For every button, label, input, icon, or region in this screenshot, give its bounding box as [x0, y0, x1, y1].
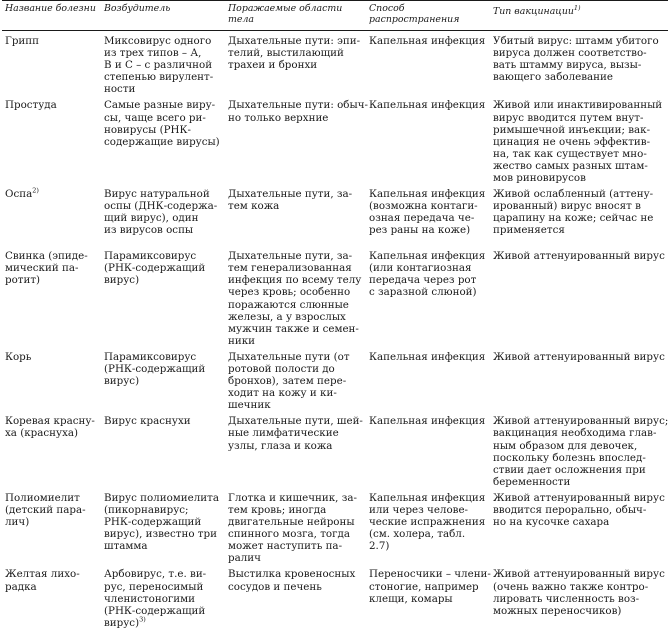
vaccination-cell — [490, 31, 668, 98]
disease-name-cell — [2, 248, 101, 349]
cell-line: или через челове- — [369, 504, 469, 516]
cell-line: степенью вирулент- — [104, 71, 214, 84]
disease-name-cell — [2, 186, 101, 248]
cell-line: Живой аттенуированный вирус — [493, 350, 665, 363]
cell-line: Дыхательные пути: эпи- — [228, 35, 361, 47]
cell-line: вать штамму вируса, вызы- — [493, 59, 642, 72]
disease-name-cell — [2, 490, 101, 567]
pathogen-cell — [101, 186, 225, 248]
table-row — [2, 566, 668, 630]
cell-line: Капельная инфекция — [369, 491, 486, 504]
affected-areas-cell — [225, 349, 366, 413]
cell-line: рез раны на коже) — [369, 224, 471, 237]
transmission-cell — [366, 490, 490, 567]
cell-line: через кровь; особенно — [228, 286, 351, 299]
cell-line: Вирус краснухи — [104, 415, 191, 428]
cell-line: трахеи и бронхи — [228, 59, 318, 72]
header-vaccination: Тип вакцинации$^{1)}$ — [490, 1, 668, 31]
cell-line: новирусы (РНК- — [104, 123, 191, 136]
cell-line: Живой аттенуированный вирус — [493, 491, 665, 504]
cell-line: Живой или инактивированный — [493, 99, 663, 112]
cell-line: (или контагиозная — [369, 262, 472, 275]
cell-line: Дыхательные пути, за- — [228, 188, 353, 201]
transmission-cell — [366, 31, 490, 98]
cell-line: телий, выстилающий — [228, 47, 344, 60]
cell-line: ха (краснуха) — [5, 427, 79, 440]
pathogen-cell — [101, 566, 225, 630]
affected-areas-cell — [225, 248, 366, 349]
cell-line: Коревая красну- — [5, 415, 95, 428]
footnote-marker: 3) — [139, 615, 146, 624]
transmission-cell — [366, 349, 490, 413]
cell-line: беременности — [493, 475, 571, 488]
affected-areas-cell — [225, 413, 366, 490]
cell-line: щий вирус), один — [104, 212, 199, 225]
cell-line: (возможна контаги- — [369, 200, 478, 213]
header-pathogen: Возбудитель — [101, 1, 225, 31]
cell-line: 2.7) — [369, 540, 390, 553]
affected-areas-cell — [225, 97, 366, 186]
cell-line: Оспа$^{2)}$ — [5, 186, 39, 201]
vaccination-cell — [490, 349, 668, 413]
cell-line: ческие испражнения — [369, 516, 486, 529]
cell-line: Парамиксовирус — [104, 250, 197, 263]
vaccination-cell — [490, 186, 668, 248]
cell-line: шечник — [228, 399, 271, 412]
cell-line: двигательные нейроны — [228, 516, 355, 529]
cell-line: Переносчики – члени- — [369, 568, 491, 581]
cell-line: Грипп — [5, 35, 39, 47]
cell-line: Полиомиелит — [5, 491, 80, 504]
table-row — [2, 490, 668, 567]
cell-line: ротовой полости до — [228, 362, 335, 375]
vaccination-cell — [490, 413, 668, 490]
cell-line: озная передача че- — [369, 212, 475, 225]
affected-areas-cell — [225, 186, 366, 248]
cell-line: (см. холера, табл. — [369, 528, 466, 541]
cell-line: ные лимфатические — [228, 427, 339, 440]
cell-line: вирус), известно три — [104, 528, 217, 541]
cell-line: тем генерализованная — [228, 262, 352, 275]
cell-line: Вирус полиомиелита — [104, 491, 219, 504]
cell-line: железы, а у взрослых — [228, 310, 346, 323]
cell-line: на, так как существует мно- — [493, 147, 647, 160]
cell-line: Парамиксовирус — [104, 350, 197, 363]
cell-line: вирус)$^{3)}$ — [104, 615, 146, 629]
cell-line: стоногие, например — [369, 580, 479, 593]
cell-line: содержащие вирусы) — [104, 135, 220, 148]
cell-line: Вирус натуральной — [104, 188, 210, 201]
cell-line: Миксовирус одного — [104, 35, 212, 47]
vaccination-cell — [490, 97, 668, 186]
cell-line: Самые разные виру- — [104, 99, 216, 112]
cell-line: тем кровь; иногда — [228, 504, 327, 516]
cell-line: жество самых разных штам- — [493, 159, 648, 172]
header-row — [2, 1, 668, 31]
cell-line: тем кожа — [228, 200, 280, 213]
cell-line: Свинка (эпиде- — [5, 250, 88, 263]
cell-line: мов риновирусов — [493, 172, 586, 185]
pathogen-cell — [101, 413, 225, 490]
disease-name-cell — [2, 31, 101, 98]
vaccination-cell — [490, 566, 668, 630]
cell-line: сы, чаще всего ри- — [104, 111, 206, 124]
cell-line: но на кусочке сахара — [493, 516, 610, 529]
table-row — [2, 349, 668, 413]
cell-line: В и С – с различной — [104, 59, 213, 72]
cell-line: из вирусов оспы — [104, 224, 194, 237]
cell-line: Живой аттенуированный вирус — [493, 250, 665, 263]
cell-line: Дыхательные пути, за- — [228, 250, 353, 263]
cell-line: Арбовирус, т.е. ви- — [104, 568, 207, 581]
pathogen-cell — [101, 31, 225, 98]
cell-line: ники — [228, 334, 256, 347]
cell-line: Глотка и кишечник, за- — [228, 491, 357, 504]
cell-line: но только верхние — [228, 111, 329, 124]
cell-line: ходит на кожу и ки- — [228, 387, 337, 400]
cell-line: Дыхательные пути: обыч- — [228, 99, 368, 112]
cell-line: (пикорнавирус; — [104, 504, 189, 516]
table-row — [2, 248, 668, 349]
cell-line: (очень важно также контро- — [493, 580, 649, 593]
table-row — [2, 97, 668, 186]
cell-line: Капельная инфекция — [369, 415, 486, 428]
cell-line: РНК-содержащий — [104, 516, 202, 529]
cell-line: вируса должен соответство- — [493, 47, 647, 60]
cell-line: вакцинация необходима глав- — [493, 427, 657, 440]
cell-line: римышечной инъекции; вак- — [493, 123, 651, 136]
cell-line: с заразной слюной) — [369, 286, 477, 299]
cell-line: Корь — [5, 350, 32, 363]
cell-line: царапину на коже; сейчас не — [493, 212, 654, 225]
cell-line: Капельная инфекция — [369, 250, 486, 263]
cell-line: можных переносчиков) — [493, 604, 622, 617]
cell-line: Выстилка кровеносных — [228, 568, 356, 581]
cell-line: оспы (ДНК-содержа- — [104, 200, 218, 213]
transmission-cell — [366, 186, 490, 248]
footnote-marker: 2) — [32, 186, 39, 195]
cell-line: клещи, комары — [369, 592, 453, 605]
disease-table — [2, 0, 668, 631]
pathogen-cell — [101, 349, 225, 413]
cell-line: Живой аттенуированный вирус; — [493, 415, 669, 428]
cell-line: членистоногими — [104, 592, 196, 605]
table-row — [2, 31, 668, 98]
cell-line: Живой аттенуированный вирус — [493, 568, 665, 581]
cell-line: ротит) — [5, 274, 41, 287]
vaccination-cell — [490, 248, 668, 349]
cell-line: (РНК-содержащий — [104, 362, 206, 375]
cell-line: может наступить па- — [228, 540, 343, 553]
disease-name-cell — [2, 413, 101, 490]
cell-line: вающего заболевание — [493, 71, 613, 84]
cell-line: бронхов), затем пере- — [228, 375, 347, 388]
transmission-cell — [366, 566, 490, 630]
affected-areas-cell — [225, 31, 366, 98]
cell-line: вирус) — [104, 375, 140, 388]
cell-line: цинация не очень эффектив- — [493, 135, 651, 148]
cell-line: мужчин также и семен- — [228, 322, 359, 335]
cell-line: ным образом для девочек, — [493, 439, 638, 452]
header-affected-areas: Поражаемые области тела — [225, 1, 366, 31]
cell-line: (детский пара- — [5, 504, 86, 516]
cell-line: лич) — [5, 516, 30, 529]
header-disease-name: Название болезни — [2, 1, 101, 31]
cell-line: узлы, глаза и кожа — [228, 439, 333, 452]
pathogen-cell — [101, 490, 225, 567]
vaccination-cell — [490, 490, 668, 567]
cell-line: Капельная инфекция — [369, 99, 486, 112]
cell-line: Дыхательные пути, шей- — [228, 415, 363, 428]
cell-line: вирус вводится путем внут- — [493, 111, 644, 124]
cell-line: Убитый вирус: штамм убитого — [493, 35, 659, 47]
cell-line: Простуда — [5, 99, 57, 112]
cell-line: Капельная инфекция — [369, 35, 486, 47]
cell-line: лировать численность воз- — [493, 592, 640, 605]
transmission-cell — [366, 413, 490, 490]
cell-line: мический па- — [5, 262, 79, 275]
cell-line: спинного мозга, тогда — [228, 528, 350, 541]
transmission-cell — [366, 248, 490, 349]
cell-line: сосудов и печень — [228, 580, 322, 593]
disease-name-cell — [2, 97, 101, 186]
cell-line: (РНК-содержащий — [104, 604, 206, 617]
cell-line: радка — [5, 580, 37, 593]
cell-line: ствии дает осложнения при — [493, 463, 646, 476]
cell-line: вирус) — [104, 274, 140, 287]
cell-line: ности — [104, 83, 136, 96]
cell-line: рус, переносимый — [104, 580, 204, 593]
disease-name-cell — [2, 566, 101, 630]
cell-line: (РНК-содержащий — [104, 262, 206, 275]
cell-line: Дыхательные пути (от — [228, 350, 350, 363]
affected-areas-cell — [225, 566, 366, 630]
cell-line: ралич — [228, 552, 261, 565]
cell-line: Капельная инфекция — [369, 188, 486, 201]
cell-line: штамма — [104, 540, 148, 553]
disease-name-cell — [2, 349, 101, 413]
cell-line: инфекция по всему телу — [228, 274, 362, 287]
table-row — [2, 186, 668, 248]
table-row — [2, 413, 668, 490]
header-transmission: Способ распространения — [366, 1, 490, 31]
pathogen-cell — [101, 97, 225, 186]
transmission-cell — [366, 97, 490, 186]
cell-line: вводится перорально, обыч- — [493, 504, 647, 516]
pathogen-cell — [101, 248, 225, 349]
cell-line: ированный) вирус вносят в — [493, 200, 641, 213]
cell-line: поскольку болезнь впослед- — [493, 451, 646, 464]
cell-line: Желтая лихо- — [5, 568, 80, 581]
cell-line: поражаются слюнные — [228, 298, 349, 311]
affected-areas-cell — [225, 490, 366, 567]
cell-line: Живой ослабленный (аттену- — [493, 188, 654, 201]
cell-line: Капельная инфекция — [369, 350, 486, 363]
cell-line: из трех типов – А, — [104, 47, 202, 60]
cell-line: применяется — [493, 224, 565, 237]
cell-line: передача через рот — [369, 274, 477, 287]
